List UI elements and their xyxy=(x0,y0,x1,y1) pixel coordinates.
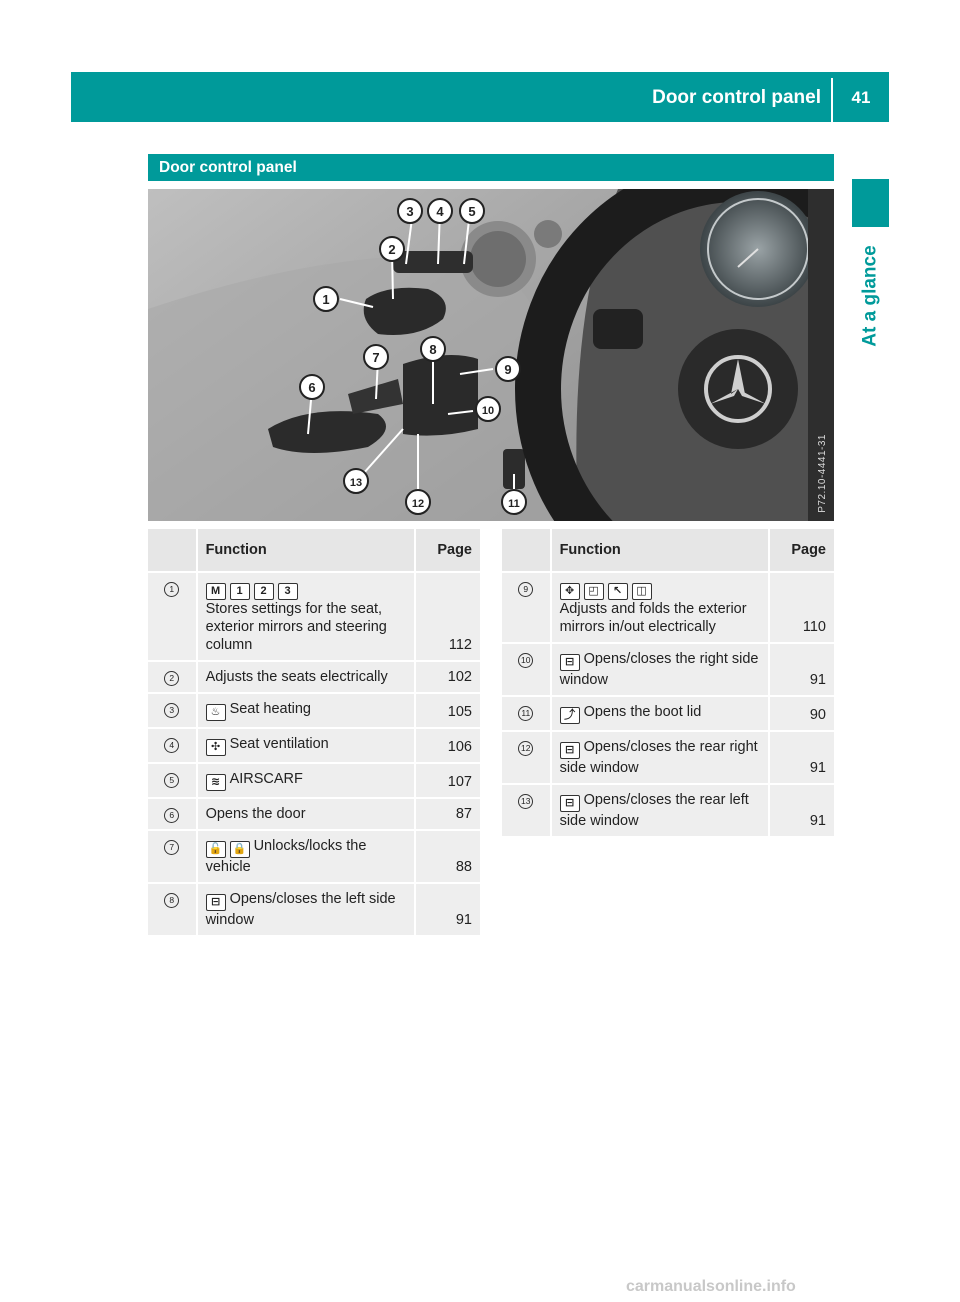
row-number xyxy=(148,884,198,937)
function-text: AIRSCARF xyxy=(229,771,303,787)
function-symbol-icon: ◰ xyxy=(584,583,604,600)
function-text: Adjusts the seats electrically xyxy=(205,669,388,685)
row-function xyxy=(198,884,417,937)
door-panel-illustration xyxy=(148,189,834,521)
function-text: Opens the door xyxy=(205,806,306,822)
row-function xyxy=(552,573,771,644)
header-num xyxy=(148,529,198,573)
svg-text:12: 12 xyxy=(411,498,425,510)
function-text: Opens/closes the rear right side window xyxy=(559,739,758,776)
table-row xyxy=(502,573,834,644)
header-function: Function xyxy=(198,529,417,573)
figure-code: P72.10-4441-31 xyxy=(817,434,828,513)
section-header xyxy=(148,154,834,181)
row-function xyxy=(552,644,771,697)
row-page: 91 xyxy=(416,884,480,937)
row-function xyxy=(198,662,417,694)
callout-number: 6 xyxy=(164,808,179,823)
row-page: 110 xyxy=(770,573,834,644)
svg-text:1: 1 xyxy=(322,292,330,307)
function-symbol-icon: ⤴ xyxy=(560,707,580,724)
function-symbol-icon: ✥ xyxy=(560,583,580,600)
row-page: 112 xyxy=(416,573,480,662)
function-symbol-icon: 🔓 xyxy=(206,841,226,858)
page-header xyxy=(71,72,889,122)
callout-4 xyxy=(428,199,452,223)
table-row xyxy=(502,732,834,785)
table-row xyxy=(148,764,480,799)
callout-12 xyxy=(406,490,430,514)
row-number xyxy=(502,732,552,785)
function-symbol-icon: 2 xyxy=(254,583,274,600)
function-symbol-icon: 🔒 xyxy=(230,841,250,858)
callout-7 xyxy=(364,345,388,369)
svg-text:8: 8 xyxy=(429,342,437,357)
callout-11 xyxy=(502,490,526,514)
function-symbol-icon: 1 xyxy=(230,583,250,600)
table-row xyxy=(148,729,480,764)
side-tab-text: At a glance xyxy=(859,245,881,347)
callout-13 xyxy=(344,469,368,493)
row-number xyxy=(502,785,552,838)
row-number xyxy=(502,573,552,644)
callout-number: 11 xyxy=(518,706,533,721)
callout-1 xyxy=(314,287,338,311)
row-page: 107 xyxy=(416,764,480,799)
callout-number: 1 xyxy=(164,582,179,597)
callout-8 xyxy=(421,337,445,361)
table-row xyxy=(502,644,834,697)
table-row xyxy=(148,662,480,694)
svg-text:13: 13 xyxy=(349,477,363,489)
row-function xyxy=(198,831,417,884)
table-row xyxy=(148,573,480,662)
row-number xyxy=(148,694,198,729)
function-text: Seat heating xyxy=(229,701,311,717)
watermark: carmanualsonline.info xyxy=(626,1278,796,1295)
callout-6 xyxy=(300,375,324,399)
header-num xyxy=(502,529,552,573)
svg-text:5: 5 xyxy=(468,204,476,219)
table-header-row xyxy=(502,529,834,573)
row-page: 90 xyxy=(770,697,834,732)
side-tab-marker xyxy=(852,179,889,227)
door-panel-photo xyxy=(148,189,834,521)
function-text: Adjusts and folds the exterior mirrors in/out electrically xyxy=(559,601,747,635)
function-symbol-icon: 3 xyxy=(278,583,298,600)
function-text: Seat ventilation xyxy=(229,736,329,752)
svg-text:11: 11 xyxy=(508,498,520,510)
function-text: Opens/closes the left side window xyxy=(205,891,396,928)
row-number xyxy=(502,644,552,697)
row-page: 91 xyxy=(770,785,834,838)
header-title: Door control panel xyxy=(652,87,821,108)
function-symbol-icon: ✣ xyxy=(206,739,226,756)
function-text: Opens the boot lid xyxy=(583,704,702,720)
callout-number: 3 xyxy=(164,703,179,718)
header-function: Function xyxy=(552,529,771,573)
row-number xyxy=(148,831,198,884)
callout-number: 10 xyxy=(518,653,533,668)
row-function xyxy=(552,785,771,838)
function-symbol-icon: ⊟ xyxy=(560,654,580,671)
function-symbol-icon: ⊟ xyxy=(560,742,580,759)
svg-text:4: 4 xyxy=(436,204,444,219)
row-number xyxy=(148,662,198,694)
row-function xyxy=(198,764,417,799)
function-table-left xyxy=(148,529,480,937)
row-function xyxy=(552,732,771,785)
header-page: Page xyxy=(770,529,834,573)
callout-number: 4 xyxy=(164,738,179,753)
svg-text:6: 6 xyxy=(308,380,316,395)
callout-5 xyxy=(460,199,484,223)
table-row xyxy=(148,831,480,884)
callout-10 xyxy=(476,397,500,421)
callout-number: 7 xyxy=(164,840,179,855)
callout-3 xyxy=(398,199,422,223)
row-function xyxy=(198,729,417,764)
table-row xyxy=(148,884,480,937)
row-page: 88 xyxy=(416,831,480,884)
callout-9 xyxy=(496,357,520,381)
svg-text:10: 10 xyxy=(481,405,495,417)
header-page: Page xyxy=(416,529,480,573)
function-text: Stores settings for the seat, exterior mirrors and steering column xyxy=(205,601,387,653)
function-table-right xyxy=(502,529,834,838)
callout-2 xyxy=(380,237,404,261)
row-number xyxy=(148,799,198,831)
row-function xyxy=(198,573,417,662)
table-header-row xyxy=(148,529,480,573)
svg-text:2: 2 xyxy=(388,242,396,257)
row-page: 105 xyxy=(416,694,480,729)
side-tab-label xyxy=(852,236,889,356)
row-number xyxy=(148,573,198,662)
page-number: 41 xyxy=(851,88,871,107)
callout-number: 2 xyxy=(164,671,179,686)
function-symbol-icon: M xyxy=(206,583,226,600)
row-page: 87 xyxy=(416,799,480,831)
function-symbol-icon: ⊟ xyxy=(206,894,226,911)
row-page: 106 xyxy=(416,729,480,764)
row-number xyxy=(502,697,552,732)
callout-number: 13 xyxy=(518,794,533,809)
function-symbol-icon: ⊟ xyxy=(560,795,580,812)
row-function xyxy=(198,799,417,831)
table-row xyxy=(148,694,480,729)
function-symbol-icon: ↖ xyxy=(608,583,628,600)
function-symbol-icon: ♨ xyxy=(206,704,226,721)
callout-number: 12 xyxy=(518,741,533,756)
row-page: 91 xyxy=(770,644,834,697)
function-symbol-icon: ≋ xyxy=(206,774,226,791)
row-function xyxy=(552,697,771,732)
callout-number: 8 xyxy=(164,893,179,908)
svg-text:3: 3 xyxy=(406,204,414,219)
row-page: 91 xyxy=(770,732,834,785)
section-title: Door control panel xyxy=(159,159,297,176)
callout-number: 5 xyxy=(164,773,179,788)
callout-number: 9 xyxy=(518,582,533,597)
function-text: Opens/closes the right side window xyxy=(559,651,759,688)
table-row xyxy=(502,697,834,732)
function-text: Opens/closes the rear left side window xyxy=(559,792,749,829)
svg-text:7: 7 xyxy=(372,350,380,365)
svg-text:9: 9 xyxy=(504,362,512,377)
row-function xyxy=(198,694,417,729)
table-row xyxy=(148,799,480,831)
function-symbol-icon: ◫ xyxy=(632,583,652,600)
table-row xyxy=(502,785,834,838)
row-number xyxy=(148,764,198,799)
row-page: 102 xyxy=(416,662,480,694)
function-text: Unlocks/locks the vehicle xyxy=(205,838,367,875)
row-number xyxy=(148,729,198,764)
header-divider xyxy=(831,78,833,122)
